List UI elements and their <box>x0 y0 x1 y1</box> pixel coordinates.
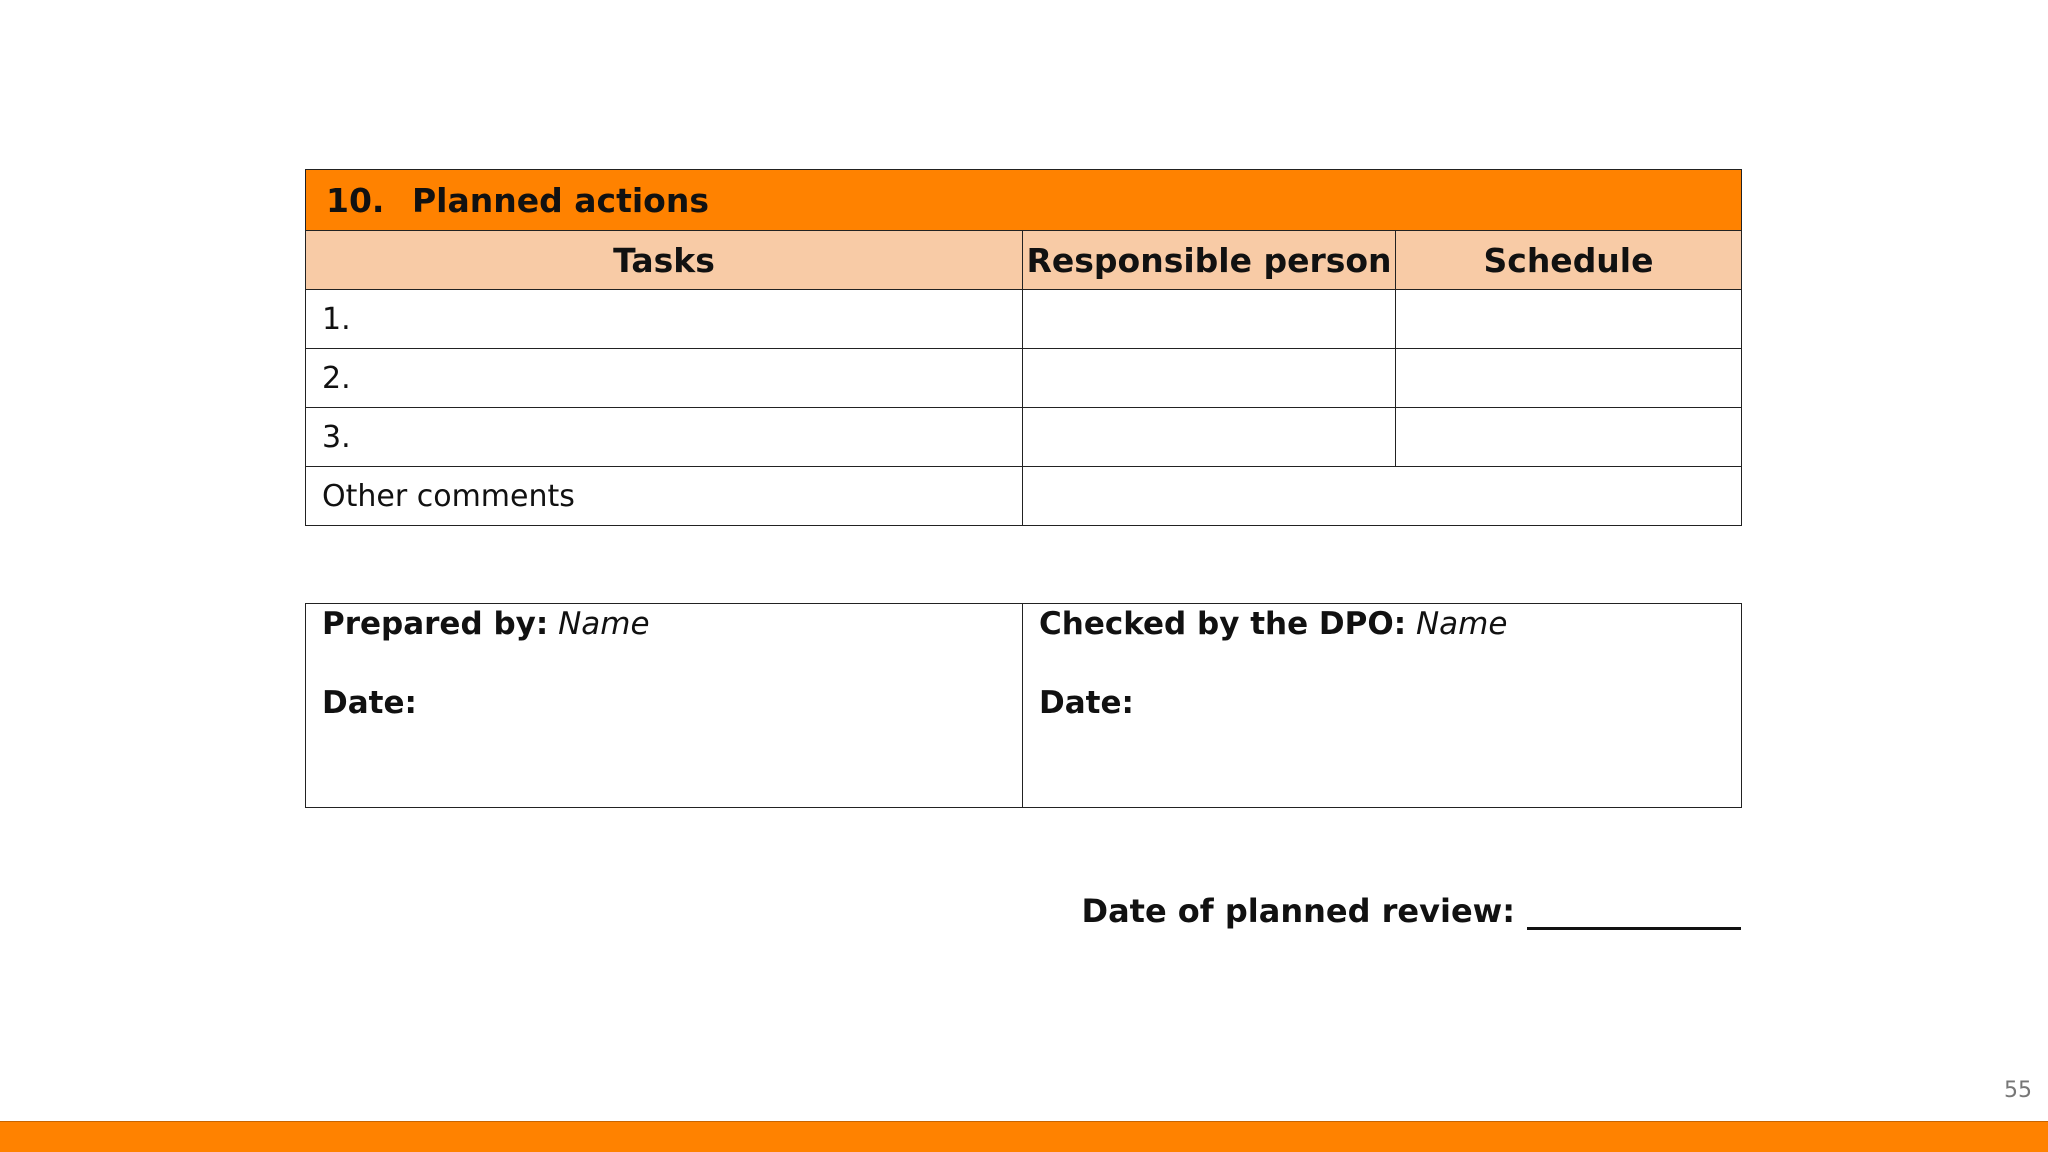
checked-by-line <box>1039 604 1725 644</box>
section-header <box>306 170 1742 231</box>
column-header-schedule: Schedule <box>1396 231 1742 290</box>
checked-by-label: Checked by the DPO: <box>1039 606 1407 642</box>
planned-review <box>1082 892 1742 930</box>
table-row <box>306 290 1742 349</box>
task-cell[interactable]: 1. <box>306 290 1023 349</box>
other-comments-label: Other comments <box>306 467 1023 526</box>
table-row <box>306 408 1742 467</box>
responsible-cell[interactable] <box>1023 408 1396 467</box>
signoff-table <box>305 603 1742 808</box>
section-number: 10. <box>326 180 385 220</box>
planned-review-blank[interactable] <box>1527 897 1741 930</box>
responsible-cell[interactable] <box>1023 349 1396 408</box>
other-comments-row <box>306 467 1742 526</box>
checked-date-label: Date: <box>1039 685 1134 721</box>
column-header-row <box>306 231 1742 290</box>
signoff-row <box>306 604 1742 808</box>
other-comments-value[interactable] <box>1023 467 1742 526</box>
section-header-row <box>306 170 1742 231</box>
prepared-by-line <box>322 604 1006 644</box>
prepared-date-label: Date: <box>322 685 417 721</box>
checked-date-line <box>1039 683 1725 723</box>
checked-by-name[interactable]: Name <box>1415 606 1508 642</box>
schedule-cell[interactable] <box>1396 349 1742 408</box>
task-cell[interactable]: 3. <box>306 408 1023 467</box>
column-header-responsible: Responsible person <box>1023 231 1396 290</box>
prepared-date-line <box>322 683 1006 723</box>
page-number: 55 <box>2004 1078 2032 1103</box>
section-title: Planned actions <box>412 180 709 220</box>
responsible-cell[interactable] <box>1023 290 1396 349</box>
planned-actions-table <box>305 169 1742 526</box>
column-header-tasks: Tasks <box>306 231 1023 290</box>
planned-review-label: Date of planned review: <box>1081 892 1515 930</box>
prepared-by-label: Prepared by: <box>322 606 549 642</box>
prepared-by-cell[interactable] <box>306 604 1023 808</box>
task-cell[interactable]: 2. <box>306 349 1023 408</box>
schedule-cell[interactable] <box>1396 290 1742 349</box>
table-row <box>306 349 1742 408</box>
schedule-cell[interactable] <box>1396 408 1742 467</box>
checked-by-cell[interactable] <box>1023 604 1742 808</box>
footer-bar <box>0 1121 2048 1152</box>
prepared-by-name[interactable]: Name <box>558 606 650 642</box>
